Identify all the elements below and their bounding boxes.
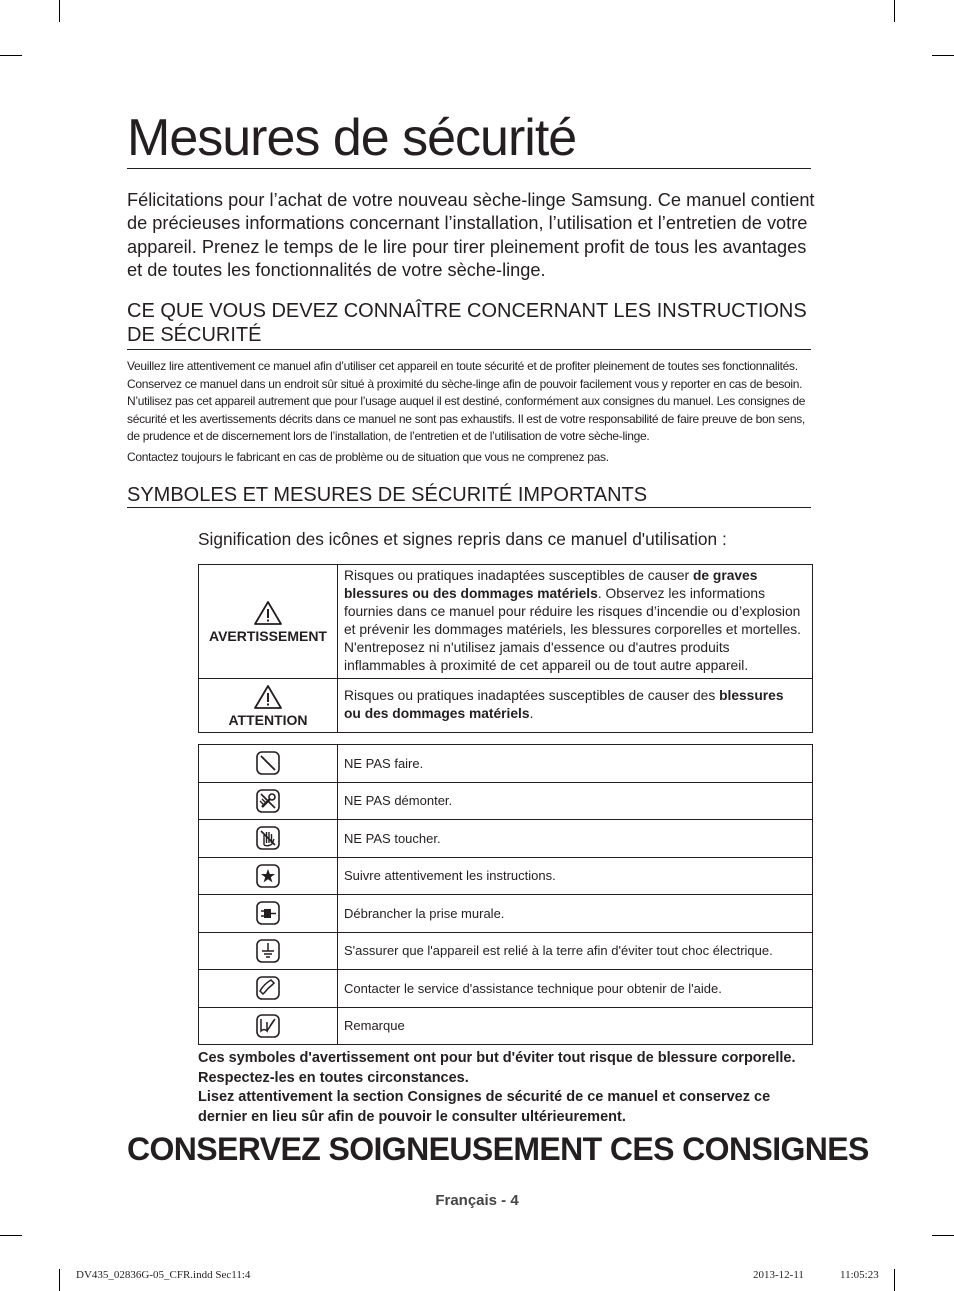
crop-mark <box>59 0 60 22</box>
caution-cell <box>199 679 338 733</box>
ground-icon <box>256 939 280 963</box>
symbol-text: Suivre attentivement les instructions. <box>338 857 813 895</box>
no-disassemble-icon <box>256 789 280 813</box>
table-row <box>199 782 813 820</box>
unplug-icon <box>256 901 280 925</box>
symbols-table <box>198 744 813 1045</box>
symbol-text: Débrancher la prise murale. <box>338 895 813 933</box>
page-title: Mesures de sécurité <box>127 108 811 169</box>
contact-paragraph: Contactez toujours le fabricant en cas de problème ou de situation que vous ne comprenez pas. <box>127 450 609 464</box>
table-row <box>199 565 813 679</box>
section-heading-symbols: SYMBOLES ET MESURES DE SÉCURITÉ IMPORTANTS <box>127 484 811 508</box>
crop-mark <box>59 1269 60 1291</box>
crop-mark <box>894 1269 895 1291</box>
table-row <box>199 1007 813 1045</box>
crop-mark <box>0 1235 22 1236</box>
caution-text: Risques ou pratiques inadaptées susceptibles de causer des blessures ou des dommages matériels. <box>338 679 813 733</box>
table-row <box>199 895 813 933</box>
keep-instructions-heading: CONSERVEZ SOIGNEUSEMENT CES CONSIGNES <box>127 1131 869 1167</box>
note-icon <box>256 1014 280 1038</box>
table-row <box>199 857 813 895</box>
warning-table <box>198 564 813 733</box>
follow-instructions-icon <box>256 864 280 888</box>
warning-cell <box>199 565 338 679</box>
caution-label: ATTENTION <box>228 711 308 728</box>
table-row <box>199 745 813 783</box>
warning-triangle-icon <box>253 600 283 626</box>
prohibited-icon <box>256 751 280 775</box>
warning-text: Risques ou pratiques inadaptées susceptibles de causer de graves blessures ou des dommages matériels. Observez les informations fournies dans ce manuel pour réduire les risques d’incendie ou d’explosion et prévenir les dommages matériels, les blessures corporelles et mortelles. N'entreposez ni n'utilisez jamais d'essence ou d'autres produits inflammables à proximité de cet appareil ou de tout autre appareil. <box>338 565 813 679</box>
intro-paragraph: Félicitations pour l’achat de votre nouveau sèche-linge Samsung. Ce manuel contient de précieuses informations concernant l’installation, l’utilisation et l’entretien de votre appareil. Prenez le temps de le lire pour tirer pleinement profit de tous les avantages et de toutes les fonctionnalités de votre sèche-linge. <box>127 190 815 280</box>
slug-file: DV435_02836G-05_CFR.indd Sec11:4 <box>76 1269 251 1281</box>
caution-triangle-icon <box>253 684 283 710</box>
signification-text: Signification des icônes et signes repris dans ce manuel d'utilisation : <box>198 529 727 549</box>
symbol-text: Remarque <box>338 1007 813 1045</box>
crop-mark <box>932 1235 954 1236</box>
instructions-paragraph: Veuillez lire attentivement ce manuel afin d’utiliser cet appareil en toute sécurité et de profiter pleinement de toutes ses fonctionnalités. Conservez ce manuel dans un endroit sûr situé à proximité du sèche-linge afin de pouvoir facilement vous y reporter en cas de besoin. N’utilisez pas cet appareil autrement que pour l’usage auquel il est destiné, conformément aux consignes du manuel. Les consignes de sécurité et les avertissements décrits dans ce manuel ne sont pas exhaustifs. Il est de votre responsabilité de faire preuve de bon sens, de prudence et de discernement lors de l’installation, de l’entretien et de l’utilisation de votre sèche-linge. <box>127 359 806 444</box>
symbol-text: S'assurer que l'appareil est relié à la terre afin d'éviter tout choc électrique. <box>338 932 813 970</box>
section-heading-instructions: CE QUE VOUS DEVEZ CONNAÎTRE CONCERNANT LES INSTRUCTIONS DE SÉCURITÉ <box>127 299 811 350</box>
crop-mark <box>894 0 895 22</box>
symbol-text: NE PAS faire. <box>338 745 813 783</box>
page-number: Français - 4 <box>435 1192 519 1209</box>
warning-label: AVERTISSEMENT <box>209 627 327 644</box>
slug-date: 2013-12-11 <box>753 1269 804 1281</box>
symbol-text: NE PAS toucher. <box>338 820 813 858</box>
table-row <box>199 679 813 733</box>
symbol-text: NE PAS démonter. <box>338 782 813 820</box>
table-row <box>199 932 813 970</box>
safety-notes: Ces symboles d'avertissement ont pour but d'éviter tout risque de blessure corporelle. Respectez-les en toutes circonstances. Lisez attentivement la section Consignes de sécurité de ce manuel et conservez ce dernier en lieu sûr afin de pouvoir le consulter ultérieurement. <box>198 1050 796 1126</box>
table-row <box>199 820 813 858</box>
table-row <box>199 970 813 1008</box>
no-touch-icon <box>256 826 280 850</box>
phone-icon <box>256 976 280 1000</box>
slug-time: 11:05:23 <box>840 1269 879 1281</box>
symbol-text: Contacter le service d'assistance technique pour obtenir de l'aide. <box>338 970 813 1008</box>
crop-mark <box>0 55 22 56</box>
crop-mark <box>932 55 954 56</box>
